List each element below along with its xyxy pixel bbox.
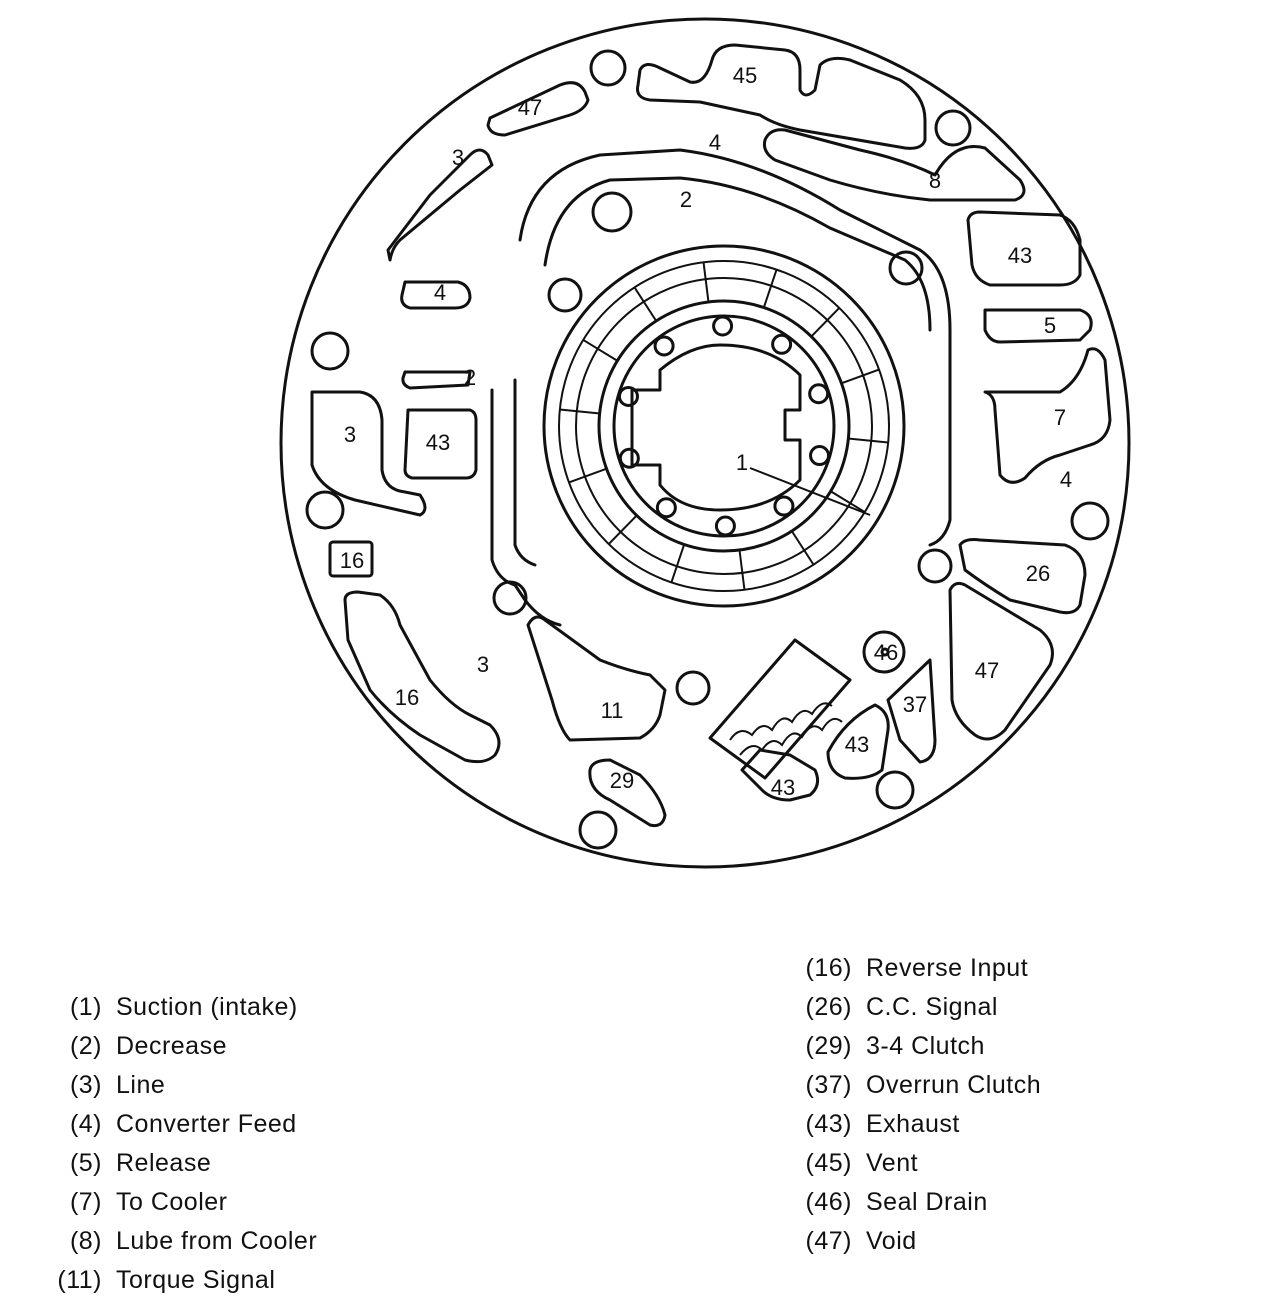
gear-vane — [560, 410, 599, 414]
callout-43: 43 — [844, 732, 870, 757]
legend-item — [40, 1183, 317, 1222]
legend-item — [40, 1105, 317, 1144]
bolt-hole — [593, 193, 631, 231]
callout-29: 29 — [609, 768, 635, 793]
legend-number: (5) — [69, 1149, 102, 1177]
legend-number: (3) — [69, 1071, 102, 1099]
legend-label: Torque Signal — [116, 1266, 276, 1294]
passage-to-cooler — [985, 349, 1110, 483]
gear-ring-outer — [559, 261, 889, 591]
legend-label: Lube from Cooler — [116, 1227, 318, 1255]
callout-8: 8 — [928, 168, 942, 193]
callout-4: 4 — [1059, 467, 1073, 492]
passage-cc-signal — [960, 540, 1085, 613]
legend-item — [790, 988, 1041, 1027]
callout-2: 2 — [463, 365, 477, 390]
callout-3: 3 — [451, 145, 465, 170]
gear-vane — [583, 340, 616, 360]
rotor-pocket — [716, 517, 734, 535]
callout-45: 45 — [732, 63, 758, 88]
legend-number: (11) — [57, 1266, 102, 1294]
rotor-pocket — [811, 447, 829, 465]
legend-number: (1) — [69, 993, 102, 1021]
pump-outer-edge — [281, 19, 1129, 867]
legend-label: Decrease — [116, 1032, 227, 1060]
passage-vent — [638, 45, 926, 148]
legend-number: (4) — [69, 1110, 102, 1138]
legend-item — [40, 1066, 317, 1105]
bolt-hole — [936, 111, 970, 145]
channels — [492, 150, 950, 625]
callout-3: 3 — [476, 652, 490, 677]
passage-decrease-left — [403, 372, 470, 388]
legend-label: Release — [116, 1149, 212, 1177]
legend-label: Reverse Input — [866, 954, 1029, 982]
gear-assembly — [544, 246, 904, 606]
legend-label: C.C. Signal — [866, 993, 998, 1021]
legend-right — [790, 949, 1041, 1261]
legend-item — [40, 988, 317, 1027]
callout-3: 3 — [343, 422, 357, 447]
callout-47: 47 — [517, 95, 543, 120]
pump-shaft-bore — [632, 345, 800, 510]
leader-line-suction — [750, 468, 870, 515]
callout-43: 43 — [1007, 243, 1033, 268]
rotor-pocket — [714, 317, 732, 335]
legend-number: (46) — [805, 1188, 852, 1216]
callout-26: 26 — [1025, 561, 1051, 586]
callout-37: 37 — [902, 692, 928, 717]
callout-43: 43 — [770, 775, 796, 800]
callout-5: 5 — [1043, 313, 1057, 338]
legend-number: (7) — [69, 1188, 102, 1216]
gear-vane — [812, 308, 839, 336]
bolt-hole — [580, 812, 616, 848]
legend-number: (16) — [805, 954, 852, 982]
callout-4: 4 — [433, 280, 447, 305]
legend-item — [790, 1144, 1041, 1183]
callout-7: 7 — [1053, 405, 1067, 430]
legend-label: To Cooler — [116, 1188, 228, 1216]
bolt-hole — [677, 672, 709, 704]
bolt-hole — [312, 333, 348, 369]
legend-number: (2) — [69, 1032, 102, 1060]
bolt-hole — [549, 279, 581, 311]
gear-vanes — [560, 262, 888, 589]
legend-number: (29) — [805, 1032, 852, 1060]
legend-item — [790, 1027, 1041, 1066]
legend-label: Vent — [866, 1149, 919, 1177]
gear-vane — [704, 262, 709, 301]
bolt-hole — [591, 51, 625, 85]
legend-label: Overrun Clutch — [866, 1071, 1042, 1099]
callout-11: 11 — [600, 698, 624, 723]
rotor-pocket — [810, 385, 828, 403]
passage-torque-signal — [528, 617, 665, 740]
legend-label: 3-4 Clutch — [866, 1032, 985, 1060]
gear-vane — [635, 287, 656, 320]
bolt-hole — [877, 772, 913, 808]
legend-item — [40, 1222, 317, 1261]
legend-label: Suction (intake) — [116, 993, 298, 1021]
legend-item — [790, 1222, 1041, 1261]
bolt-hole — [494, 582, 526, 614]
legend-item — [40, 1261, 317, 1300]
legend-label: Seal Drain — [866, 1188, 988, 1216]
gear-vane — [764, 270, 776, 307]
legend-item — [790, 1066, 1041, 1105]
regulator-spring — [730, 703, 832, 740]
passage-line-top — [388, 150, 492, 260]
callout-16: 16 — [339, 548, 365, 573]
gear-rotor — [599, 301, 849, 551]
rotor-pocket — [655, 337, 673, 355]
legend-label: Line — [116, 1071, 166, 1099]
rotor-pocket — [773, 335, 791, 353]
legend-item — [40, 1027, 317, 1066]
legend-item — [790, 1105, 1041, 1144]
legend-label: Converter Feed — [116, 1110, 297, 1138]
rotor-pocket — [657, 499, 675, 517]
callout-2: 2 — [679, 187, 693, 212]
gear-vane — [671, 545, 683, 582]
legend-number: (45) — [805, 1149, 852, 1177]
legend-number: (43) — [805, 1110, 852, 1138]
pressure-regulator — [710, 640, 888, 778]
channel-left-inner — [515, 380, 535, 565]
legend-item — [40, 1144, 317, 1183]
callout-1: 1 — [735, 450, 749, 475]
gear-vane — [849, 439, 888, 443]
passage-release — [985, 310, 1091, 342]
callout-47: 47 — [974, 658, 1000, 683]
gear-vane — [609, 516, 636, 544]
rotor-pocket — [775, 497, 793, 515]
legend-number: (26) — [805, 993, 852, 1021]
legend-item — [790, 1183, 1041, 1222]
legend-label: Exhaust — [866, 1110, 960, 1138]
legend-item — [790, 949, 1041, 988]
legend-number: (8) — [69, 1227, 102, 1255]
legend-number: (37) — [805, 1071, 852, 1099]
bolt-hole — [919, 550, 951, 582]
gear-inner — [614, 316, 834, 536]
gear-vane — [792, 532, 813, 565]
legend-number: (47) — [805, 1227, 852, 1255]
callout-43: 43 — [425, 430, 451, 455]
legend-left — [40, 988, 317, 1300]
callout-46: 46 — [873, 640, 899, 665]
callout-16: 16 — [394, 685, 420, 710]
gear-vane — [740, 551, 745, 590]
legend-label: Void — [866, 1227, 917, 1255]
bolt-hole — [1072, 503, 1108, 539]
bolt-hole — [307, 492, 343, 528]
callout-4: 4 — [708, 130, 722, 155]
